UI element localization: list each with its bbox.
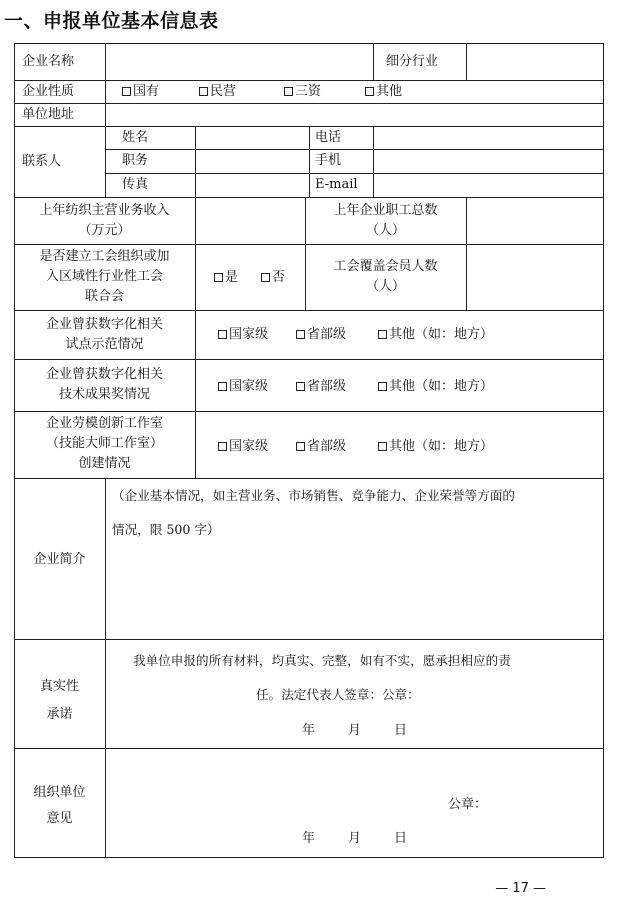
rule [603,43,604,858]
rule [14,359,604,360]
rule [195,411,196,479]
award-provincial-option[interactable]: 省部级 [296,376,346,398]
checkbox-icon[interactable] [218,382,227,391]
contact-position-label: 职务 [122,153,149,168]
org-opinion-label: 组织单位 意见 [33,785,86,826]
rule [309,126,310,198]
checkbox-icon[interactable] [378,330,387,339]
checkbox-icon[interactable] [214,273,223,282]
checkbox-icon[interactable] [296,442,305,451]
industry-label: 细分行业 [386,54,439,69]
workshop-provincial-option[interactable]: 省部级 [296,436,346,458]
checkbox-icon[interactable] [122,87,131,96]
pledge-text-line1: 我单位申报的所有材料，均真实、完整，如有不实，愿承担相应的责 [133,653,511,668]
pilot-other-option[interactable]: 其他（如：地方） [378,324,493,346]
rule [373,43,374,81]
checkbox-icon[interactable] [296,330,305,339]
contact-mobile-label: 手机 [315,153,342,168]
nature-option-state[interactable]: 国有 [122,81,159,103]
pilot-national-option[interactable]: 国家级 [218,324,268,346]
contact-fax-label: 传真 [122,177,149,192]
revenue-label: 上年纺织主营业务收入 （万元） [39,203,170,238]
rule [14,639,604,640]
contact-phone-label: 电话 [315,130,342,145]
rule [105,478,106,858]
rule [105,43,106,198]
rule [14,310,604,311]
org-month: 月 [348,831,362,846]
union-yes-option[interactable]: 是 [214,267,238,289]
union-no-option[interactable]: 否 [261,267,285,289]
workshop-national-option[interactable]: 国家级 [218,436,268,458]
workshop-label: 企业劳模创新工作室 （技能大师工作室） 创建情况 [45,416,163,471]
page-number: — 17 — [495,881,546,896]
checkbox-icon[interactable] [218,330,227,339]
rule [14,103,604,104]
checkbox-icon[interactable] [199,87,208,96]
checkbox-icon[interactable] [296,382,305,391]
nature-option-foreign[interactable]: 三资 [284,81,321,103]
union-label: 是否建立工会组织或加 入区域性行业性工会 联合会 [39,249,170,304]
intro-hint-line1: （企业基本情况，如主营业务、市场销售、竞争能力、企业荣誉等方面的 [112,488,515,503]
org-day: 日 [394,831,408,846]
intro-hint-line2: 情况，限 500 字） [112,522,220,537]
checkbox-icon[interactable] [378,382,387,391]
pledge-year: 年 [302,723,316,738]
rule [466,43,467,81]
rule [14,244,604,245]
rule [466,197,467,311]
rule [195,197,196,411]
union-coverage-label: 工会覆盖会员人数 （人） [333,259,438,294]
nature-option-private[interactable]: 民营 [199,81,236,103]
rule [373,126,374,198]
company-name-label: 企业名称 [22,54,75,69]
checkbox-icon[interactable] [365,87,374,96]
intro-label: 企业简介 [33,552,86,567]
contact-email-label: E-mail [315,177,358,192]
digital-award-label: 企业曾获数字化相关 技术成果奖情况 [45,367,163,402]
address-label: 单位地址 [22,107,75,122]
award-other-option[interactable]: 其他（如：地方） [378,376,493,398]
rule [105,149,604,150]
pledge-month: 月 [348,723,362,738]
nature-option-other[interactable]: 其他 [365,81,402,103]
contact-name-label: 姓名 [122,130,149,145]
digital-pilot-label: 企业曾获数字化相关 试点示范情况 [45,317,163,352]
pilot-provincial-option[interactable]: 省部级 [296,324,346,346]
workshop-other-option[interactable]: 其他（如：地方） [378,436,493,458]
checkbox-icon[interactable] [378,442,387,451]
org-year: 年 [302,831,316,846]
contact-label: 联系人 [22,154,62,169]
rule [14,478,604,479]
pledge-day: 日 [394,723,408,738]
page-title: 一、申报单位基本信息表 [4,10,219,32]
checkbox-icon[interactable] [218,442,227,451]
rule [195,126,196,198]
rule [14,857,604,858]
rule [14,43,604,44]
checkbox-icon[interactable] [284,87,293,96]
rule [14,411,604,412]
pledge-text-line2: 任。法定代表人签章：公章： [256,687,420,702]
award-national-option[interactable]: 国家级 [218,376,268,398]
company-nature-label: 企业性质 [22,84,75,99]
rule [14,748,604,749]
staff-count-label: 上年企业职工总数 （人） [333,203,438,238]
checkbox-icon[interactable] [261,273,270,282]
pledge-label: 真实性 承诺 [39,679,79,722]
org-seal-label: 公章： [448,797,488,812]
